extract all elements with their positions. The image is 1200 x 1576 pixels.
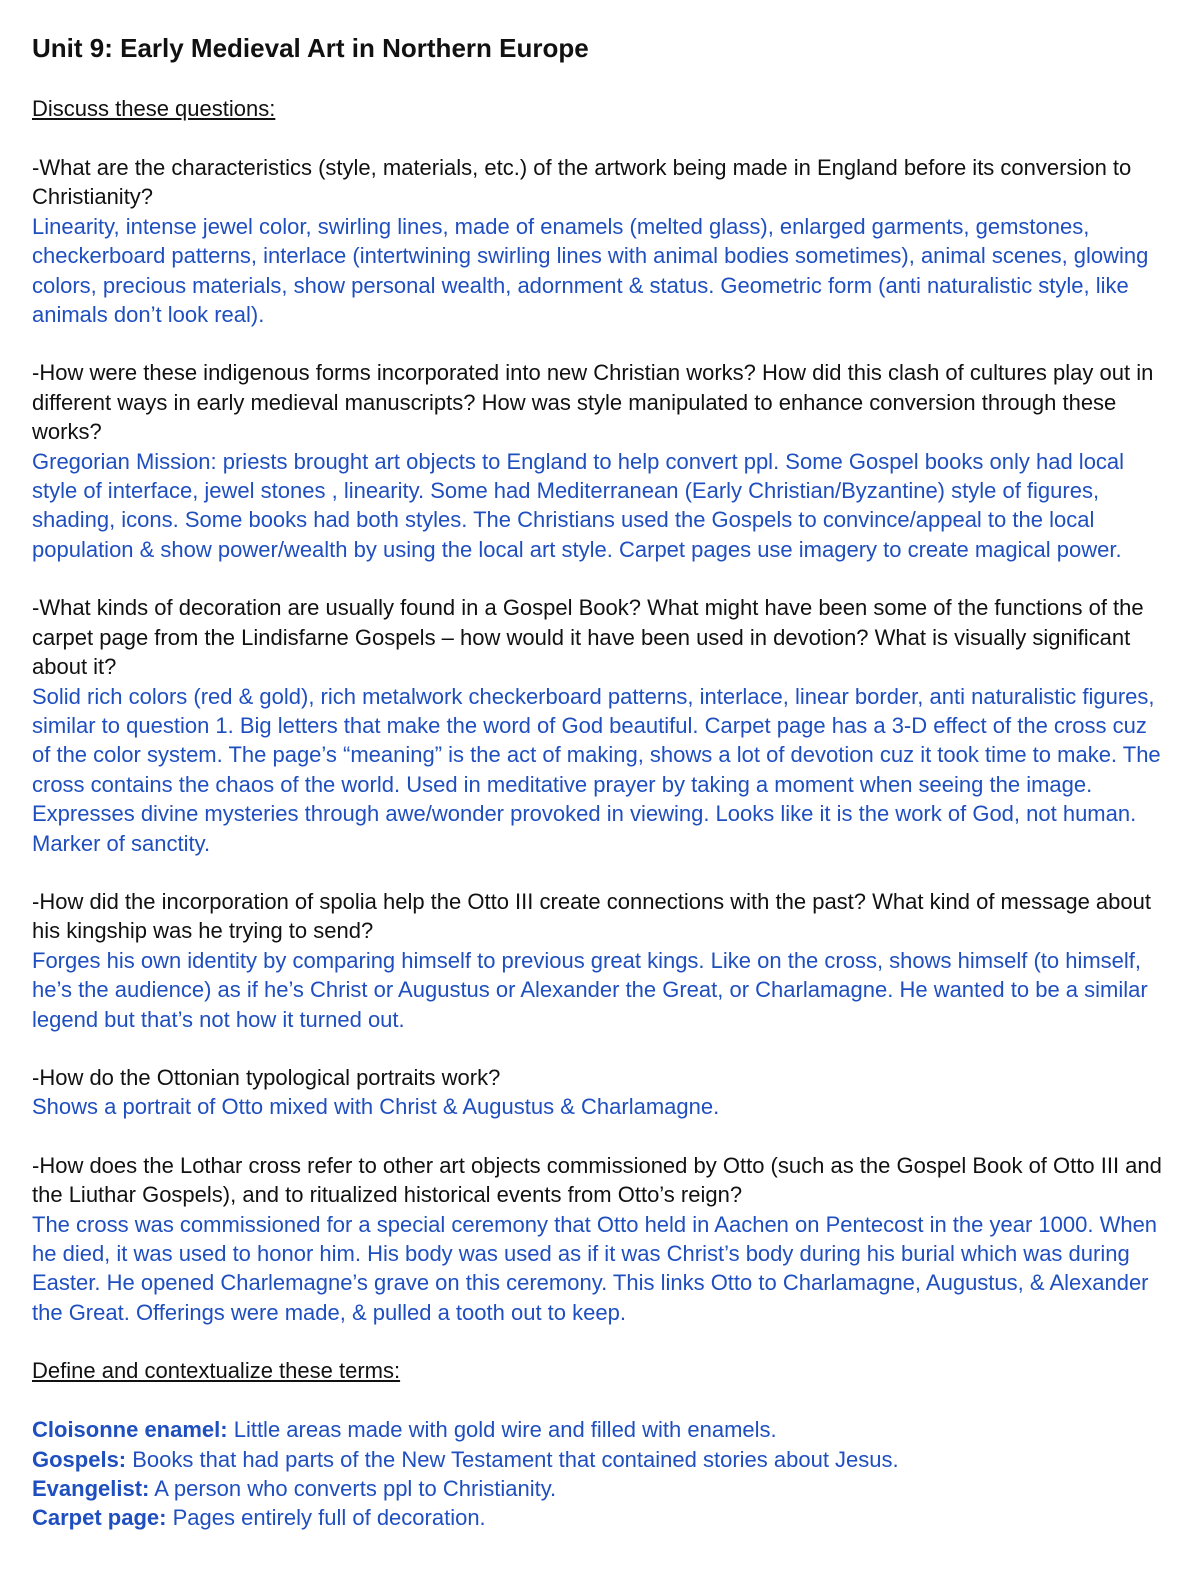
terms-list (32, 1415, 1168, 1533)
answer-5: Shows a portrait of Otto mixed with Christ & Augustus & Charlamagne. (32, 1094, 720, 1120)
question-3: -What kinds of decoration are usually found in a Gospel Book? What might have been some of the functions of the carpet page from the Lindisfarne Gospels – how would it have been used in devotion? What is visually significant about it? (32, 595, 1144, 680)
term-definition: Pages entirely full of decoration. (166, 1505, 486, 1531)
term-item (32, 1445, 1168, 1474)
qa-block-3 (32, 593, 1168, 858)
term-item (32, 1503, 1168, 1532)
term-item (32, 1415, 1168, 1444)
answer-1: Linearity, intense jewel color, swirling lines, made of enamels (melted glass), enlarged garments, gemstones, checkerboard patterns, interlace (intertwining swirling lines with animal bodies sometimes), animal scenes, glowing colors, precious materials, show personal wealth, adornment & status. Geometric form (anti naturalistic style, like animals don’t look real). (32, 213, 1149, 328)
qa-block-1 (32, 153, 1168, 329)
answer-2: Gregorian Mission: priests brought art objects to England to help convert ppl. Some Gospel books only had local style of interface, jewel stones , linearity. Some had Mediterranean (Early Christian/Byzantine) style of figures, shading, icons. Some books had both styles. The Christians used the Gospels to convince/appeal to the local population & show power/wealth by using the local art style. Carpet pages use imagery to create magical power. (32, 448, 1125, 562)
qa-block-4 (32, 887, 1168, 1034)
term-name: Cloisonne enamel: (32, 1417, 228, 1443)
answer-3: Solid rich colors (red & gold), rich metalwork checkerboard patterns, interlace, linear border, anti naturalistic figures, similar to question 1. Big letters that make the word of God beautiful. Carpet page has a 3-D effect of the cross cuz of the color system. The page’s “meaning” is the act of making, shows a lot of devotion cuz it took time to make. The cross contains the chaos of the world. Used in meditative prayer by taking a moment when seeing the image. Expresses divine mysteries through awe/wonder provoked in viewing. Looks like it is the work of God, not human. Marker of sanctity. (32, 683, 1161, 856)
discuss-heading: Discuss these questions: (32, 96, 276, 121)
term-definition: Books that had parts of the New Testament that contained stories about Jesus. (126, 1446, 899, 1472)
term-definition: Little areas made with gold wire and filled with enamels. (227, 1417, 777, 1443)
term-name: Carpet page: (32, 1505, 167, 1531)
answer-6: The cross was commissioned for a special ceremony that Otto held in Aachen on Pentecost in the year 1000. When he died, it was used to honor him. His body was used as if it was Christ’s body during his burial which was during Easter. He opened Charlemagne’s grave on this ceremony. This links Otto to Charlamagne, Augustus, & Alexander the Great. Offerings were made, & pulled a tooth out to keep. (32, 1211, 1158, 1325)
question-1: -What are the characteristics (style, materials, etc.) of the artwork being made in England before its conversion to Christianity? (32, 155, 1132, 210)
term-item (32, 1474, 1168, 1503)
term-name: Evangelist: (32, 1476, 150, 1502)
question-4: -How did the incorporation of spolia help the Otto III create connections with the past? What kind of message about his kingship was he trying to send? (32, 888, 1151, 944)
term-definition: A person who converts ppl to Christianity. (149, 1476, 557, 1502)
answer-4: Forges his own identity by comparing himself to previous great kings. Like on the cross, shows himself (to himself, he’s the audience) as if he’s Christ or Augustus or Alexander the Great, or Charlamagne. He wanted to be a similar legend but that’s not how it turned out. (32, 947, 1148, 1032)
qa-block-2 (32, 358, 1168, 564)
qa-block-6 (32, 1151, 1168, 1327)
question-5: -How do the Ottonian typological portraits work? (32, 1064, 501, 1090)
question-6: -How does the Lothar cross refer to other art objects commissioned by Otto (such as the Gospel Book of Otto III and the Liuthar Gospels), and to ritualized historical events from Otto’s reign? (32, 1152, 1162, 1208)
define-heading: Define and contextualize these terms: (32, 1358, 401, 1384)
qa-block-5 (32, 1063, 1168, 1122)
question-2: -How were these indigenous forms incorporated into new Christian works? How did this clash of cultures play out in different ways in early medieval manuscripts? How was style manipulated to enhance conversion through these works? (32, 360, 1154, 445)
term-name: Gospels: (32, 1446, 127, 1472)
document-title: Unit 9: Early Medieval Art in Northern Europe (32, 33, 589, 63)
